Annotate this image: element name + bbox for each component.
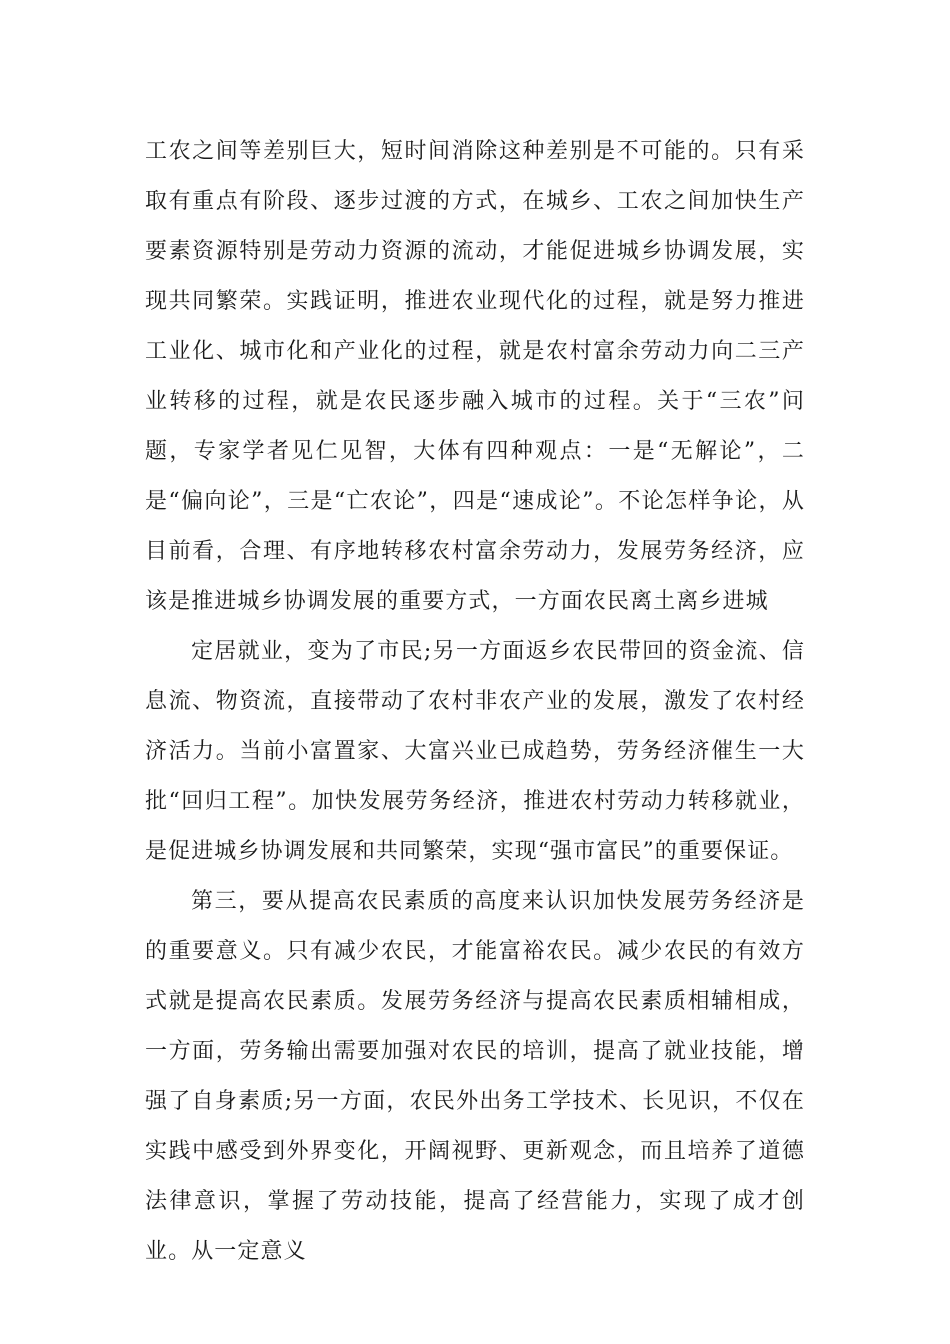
- paragraph-2: 定居就业，变为了市民;另一方面返乡农民带回的资金流、信息流、物资流，直接带动了农村非农产业的发展，激发了农村经济活力。当前小富置家、大富兴业已成趋势，劳务经济催生一大批“回归工程”。加快发展劳务经济，推进农村劳动力转移就业，是促进城乡协调发展和共同繁荣，实现“强市富民”的重要保证。: [145, 639, 805, 864]
- paragraph-1: 工农之间等差别巨大，短时间消除这种差别是不可能的。只有采取有重点有阶段、逐步过渡的方式，在城乡、工农之间加快生产要素资源特别是劳动力资源的流动，才能促进城乡协调发展，实现共同繁荣。实践证明，推进农业现代化的过程，就是努力推进工业化、城市化和产业化的过程，就是农村富余劳动力向二三产业转移的过程，就是农民逐步融入城市的过程。关于“三农”问题，专家学者见仁见智，大体有四种观点：一是“无解论”，二是“偏向论”，三是“亡农论”，四是“速成论”。不论怎样争论，从目前看，合理、有序地转移农村富余劳动力，发展劳务经济，应该是推进城乡协调发展的重要方式，一方面农民离土离乡进城: [145, 139, 805, 614]
- paragraph-3: 第三，要从提高农民素质的高度来认识加快发展劳务经济是的重要意义。只有减少农民，才能富裕农民。减少农民的有效方式就是提高农民素质。发展劳务经济与提高农民素质相辅相成，一方面，劳务输出需要加强对农民的培训，提高了就业技能，增强了自身素质;另一方面，农民外出务工学技术、长见识，不仅在实践中感受到外界变化，开阔视野、更新观念，而且培养了道德法律意识，掌握了劳动技能，提高了经营能力，实现了成才创业。从一定意义: [145, 889, 805, 1264]
- document-body: [145, 127, 805, 1277]
